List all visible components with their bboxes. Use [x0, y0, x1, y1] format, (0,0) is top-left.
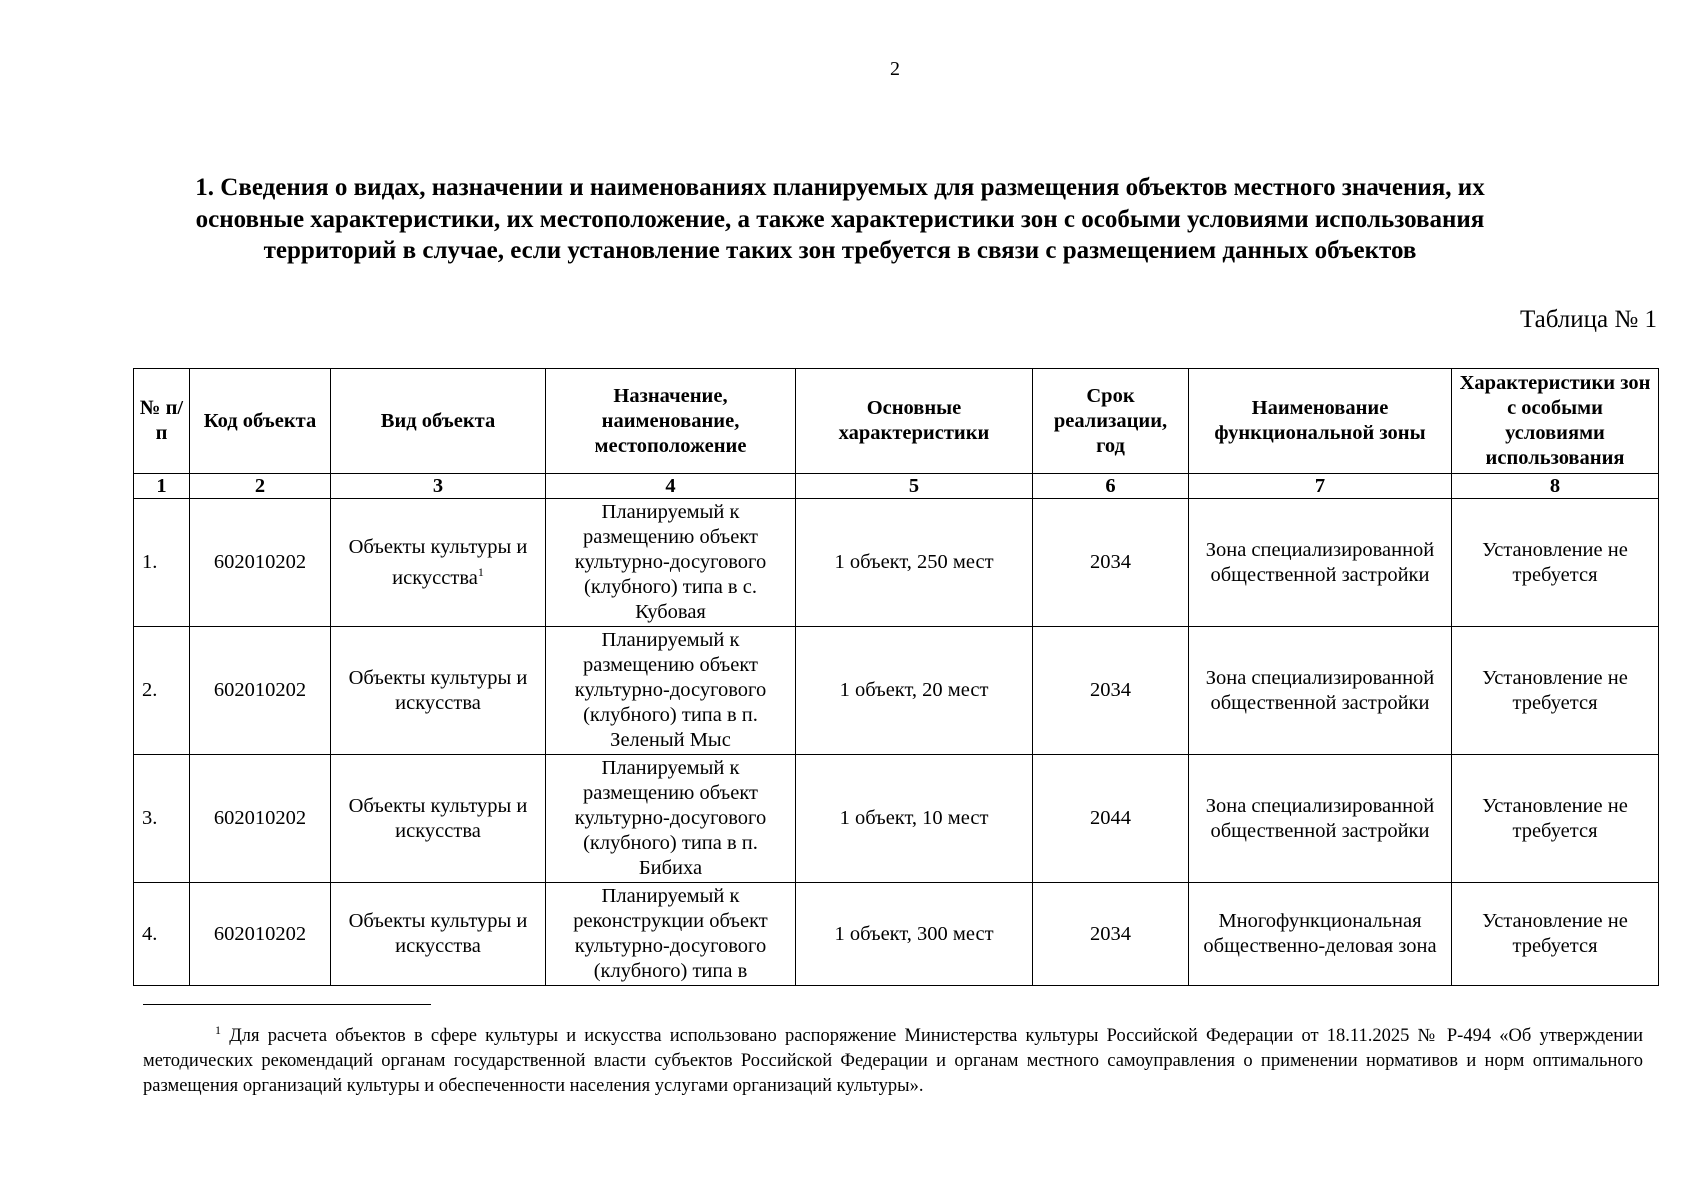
object-type: Объекты культуры и искусства	[331, 755, 546, 883]
footnote	[143, 1018, 1643, 1099]
object-type: Объекты культуры и искусства	[331, 627, 546, 755]
object-code: 602010202	[190, 627, 331, 755]
object-purpose: Планируемый к размещению объект культурно-досугового (клубного) типа в п. Зеленый Мыс	[546, 627, 796, 755]
column-number: 7	[1189, 474, 1452, 499]
table-row	[134, 499, 1659, 627]
functional-zone: Зона специализированной общественной застройки	[1189, 627, 1452, 755]
table-row	[134, 755, 1659, 883]
object-code: 602010202	[190, 499, 331, 627]
column-number: 3	[331, 474, 546, 499]
column-number-row	[134, 474, 1659, 499]
object-term: 2034	[1033, 883, 1189, 986]
footnote-marker: 1	[215, 1023, 221, 1037]
row-number: 3.	[134, 755, 190, 883]
header-cell-code: Код объекта	[190, 369, 331, 474]
functional-zone: Зона специализированной общественной застройки	[1189, 755, 1452, 883]
column-number: 5	[796, 474, 1033, 499]
object-term: 2034	[1033, 499, 1189, 627]
special-zones: Установление не требуется	[1452, 883, 1659, 986]
object-purpose: Планируемый к реконструкции объект культурно-досугового (клубного) типа в	[546, 883, 796, 986]
column-number: 4	[546, 474, 796, 499]
row-number: 4.	[134, 883, 190, 986]
footnote-separator	[143, 1004, 431, 1005]
object-purpose: Планируемый к размещению объект культурно-досугового (клубного) типа в с. Кубовая	[546, 499, 796, 627]
header-cell-zone: Наименование функциональной зоны	[1189, 369, 1452, 474]
header-row	[134, 369, 1659, 474]
header-cell-number: № п/п	[134, 369, 190, 474]
object-purpose: Планируемый к размещению объект культурно-досугового (клубного) типа в п. Бибиха	[546, 755, 796, 883]
object-term: 2034	[1033, 627, 1189, 755]
header-cell-characteristics: Основные характеристики	[796, 369, 1033, 474]
column-number: 1	[134, 474, 190, 499]
object-term: 2044	[1033, 755, 1189, 883]
special-zones: Установление не требуется	[1452, 755, 1659, 883]
object-type: Объекты культуры и искусства	[331, 883, 546, 986]
row-number: 2.	[134, 627, 190, 755]
object-type-text: Объекты культуры и искусства	[348, 535, 528, 589]
column-number: 2	[190, 474, 331, 499]
table-label: Таблица № 1	[1519, 306, 1657, 333]
object-characteristics: 1 объект, 250 мест	[796, 499, 1033, 627]
page-number: 2	[890, 58, 900, 80]
section-title: 1. Сведения о видах, назначении и наименованиях планируемых для размещения объектов местного значения, их основные характеристики, их местоположение, а также характеристики зон с особыми условиями использования территорий в случае, если установление таких зон требуется в связи с размещением данных объектов	[195, 174, 1485, 264]
table-row	[134, 883, 1659, 986]
special-zones: Установление не требуется	[1452, 627, 1659, 755]
functional-zone: Зона специализированной общественной застройки	[1189, 499, 1452, 627]
footnote-reference: 1	[477, 564, 484, 579]
header-cell-term: Срок реализации, год	[1033, 369, 1189, 474]
column-number: 8	[1452, 474, 1659, 499]
header-cell-special-zones: Характеристики зон с особыми условиями использования	[1452, 369, 1659, 474]
footnote-text: Для расчета объектов в сфере культуры и искусства использовано распоряжение Министерства культуры Российской Федерации от 18.11.2025 № Р-494 «Об утверждении методических рекомендаций органам государственной власти субъектов Российской Федерации и органам местного самоуправления о применении нормативов и норм оптимального размещения организаций культуры и обеспеченности населения услугами организаций культуры».	[143, 1026, 1643, 1097]
object-characteristics: 1 объект, 20 мест	[796, 627, 1033, 755]
functional-zone: Многофункциональная общественно-деловая зона	[1189, 883, 1452, 986]
object-type	[331, 499, 546, 627]
object-code: 602010202	[190, 755, 331, 883]
object-characteristics: 1 объект, 10 мест	[796, 755, 1033, 883]
objects-table	[133, 368, 1659, 986]
table-row	[134, 627, 1659, 755]
object-code: 602010202	[190, 883, 331, 986]
header-cell-type: Вид объекта	[331, 369, 546, 474]
header-cell-purpose: Назначение, наименование, местоположение	[546, 369, 796, 474]
column-number: 6	[1033, 474, 1189, 499]
row-number: 1.	[134, 499, 190, 627]
object-characteristics: 1 объект, 300 мест	[796, 883, 1033, 986]
special-zones: Установление не требуется	[1452, 499, 1659, 627]
